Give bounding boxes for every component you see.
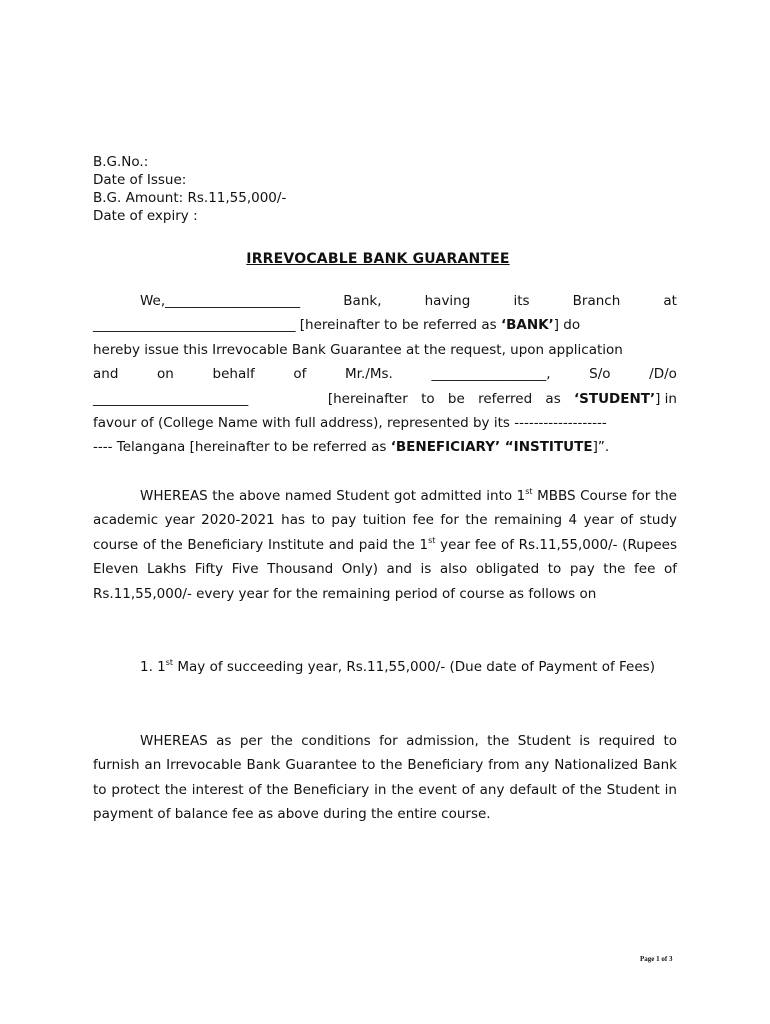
paragraph-whereas-admission <box>93 484 677 606</box>
para1-line-7 <box>93 435 677 459</box>
para1-line-6 <box>93 411 677 435</box>
text-and: and <box>93 366 119 383</box>
text-branch: Branch <box>572 293 621 309</box>
student-name-blank: _________________, <box>431 366 551 383</box>
text-we: We, <box>140 293 166 309</box>
text-of: of <box>293 366 307 383</box>
superscript-st: st <box>165 658 174 667</box>
bank-name-blank: ____________________ <box>165 293 301 309</box>
text-d-o: /D/o <box>649 366 677 383</box>
page-number: Page 1 of 3 <box>640 955 673 963</box>
text-close: ]”. <box>592 439 610 456</box>
para1-line-5 <box>93 387 677 411</box>
beneficiary-term: ‘BENEFICIARY’ “INSTITUTE <box>390 439 593 456</box>
text-telangana: ---- Telangana [hereinafter to be referred as <box>93 439 391 456</box>
text-s-o: S/o <box>589 366 611 383</box>
guarantee-header-block <box>93 153 286 225</box>
text-on: on <box>157 366 174 383</box>
para1-line-4 <box>93 362 677 386</box>
text-favour-of: favour of (College Name with full address), represented by its ------------------- <box>93 415 607 432</box>
paragraph-whereas-guarantee <box>93 729 677 827</box>
branch-blank: ______________________________ <box>93 317 296 334</box>
para1-line-3 <box>93 338 677 362</box>
superscript-st: st <box>428 535 436 545</box>
parent-name-blank: _______________________ <box>93 390 249 407</box>
text-in: ] in <box>655 390 677 407</box>
text-mr-ms: Mr./Ms. <box>345 366 393 383</box>
bg-amount-field: B.G. Amount: Rs.11,55,000/- <box>93 190 287 206</box>
text-whereas-b: MBBS Course for the academic year 2020-2021 has to pay tuition fee for the remaining 4 year of study course of the Beneficiary Institute and paid the 1 <box>93 488 677 553</box>
text-whereas-c: year fee of Rs.11,55,000/- (Rupees Eleven Lakhs Fifty Five Thousand Only) and is also obligated to pay the fee of Rs.11,55,000/- every year for the remaining period of course as follows on <box>93 536 677 602</box>
text-at: at <box>663 293 677 309</box>
text-having: having <box>424 293 471 309</box>
text-referred-bank: [hereinafter to be referred as <box>295 317 501 334</box>
superscript-st: st <box>525 487 533 496</box>
text-its: its <box>513 293 530 309</box>
list-item-payment-schedule <box>93 655 677 679</box>
date-of-issue-field: Date of Issue: <box>93 172 187 188</box>
document-title: IRREVOCABLE BANK GUARANTEE <box>246 251 510 267</box>
date-of-expiry-field: Date of expiry : <box>93 208 198 224</box>
text-bank: Bank, <box>343 293 382 309</box>
para1-line-1 <box>93 289 677 313</box>
student-term: ‘STUDENT’ <box>574 390 656 407</box>
para1-line-2 <box>93 313 677 337</box>
list-item-number: 1. 1 <box>140 659 166 675</box>
paragraph-parties <box>93 289 677 460</box>
text-behalf: behalf <box>212 366 255 383</box>
bg-number-field: B.G.No.: <box>93 154 149 170</box>
text-whereas-a: WHEREAS the above named Student got admitted into 1 <box>140 488 526 504</box>
text-whereas-guarantee: WHEREAS as per the conditions for admission, the Student is required to furnish an Irrevocable Bank Guarantee to the Beneficiary from any Nationalized Bank to protect the interest of the Beneficiary in the event of any default of the Student in payment of balance fee as above during the entire course. <box>93 733 677 823</box>
text-hereby-issue: hereby issue this Irrevocable Bank Guarantee at the request, upon application <box>93 341 623 358</box>
list-item-text: May of succeeding year, Rs.11,55,000/- (Due date of Payment of Fees) <box>173 659 655 675</box>
bank-term: ‘BANK’ <box>500 317 554 334</box>
text-referred-student: [hereinafter to be referred as <box>327 390 575 407</box>
text-do: ] do <box>553 317 581 334</box>
